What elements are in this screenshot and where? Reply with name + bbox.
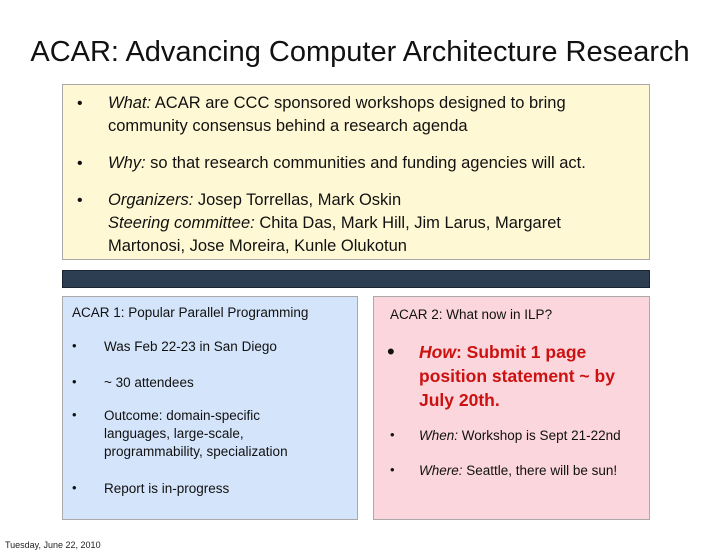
how-label: How: [419, 342, 456, 362]
footer-date: Tuesday, June 22, 2010: [5, 540, 101, 550]
acar1-box: [62, 296, 358, 520]
when-item: [419, 427, 649, 445]
acar2-heading: ACAR 2: What now in ILP?: [390, 307, 553, 322]
when-label: When:: [419, 428, 459, 443]
why-text: so that research communities and funding agencies will act.: [145, 154, 586, 172]
bullet-icon: •: [72, 480, 77, 495]
how-text: : Submit 1 page position statement ~ by July 20th.: [419, 342, 615, 410]
where-text: Seattle, there will be sun!: [462, 463, 618, 478]
when-text: Workshop is Sept 21-22nd: [458, 428, 621, 443]
bullet-icon: •: [390, 462, 395, 477]
acar1-item: Outcome: domain-specific languages, large-scale, programmability, specialization: [104, 408, 288, 459]
why-item: [77, 152, 628, 175]
bullet-icon: •: [390, 427, 395, 442]
bullet-icon: •: [77, 95, 83, 112]
acar2-box: [373, 296, 650, 520]
what-item: [77, 92, 628, 138]
bullet-icon: •: [77, 192, 83, 209]
bullet-icon: •: [72, 374, 77, 389]
slide-title: ACAR: Advancing Computer Architecture Research: [30, 36, 690, 68]
acar1-item: ~ 30 attendees: [104, 375, 194, 390]
how-item: [419, 340, 639, 412]
where-label: Where:: [419, 463, 463, 478]
bullet-icon: •: [387, 339, 395, 364]
acar1-item: Report is in-progress: [104, 481, 230, 496]
what-text: ACAR are CCC sponsored workshops designed to bring community consensus behind a research agenda: [108, 94, 566, 135]
steering-label: Steering committee:: [108, 214, 255, 232]
bullet-icon: •: [72, 407, 77, 422]
divider-bar: [62, 270, 650, 288]
overview-box: [62, 84, 650, 260]
why-label: Why:: [108, 154, 146, 172]
organizers-text: Josep Torrellas, Mark Oskin: [193, 191, 402, 209]
what-label: What:: [108, 94, 152, 112]
bullet-icon: •: [77, 155, 83, 172]
bullet-icon: •: [72, 338, 77, 353]
organizers-item: [77, 189, 628, 258]
acar1-heading: ACAR 1: Popular Parallel Programming: [72, 305, 309, 320]
where-item: [419, 462, 649, 480]
organizers-label: Organizers:: [108, 191, 194, 209]
steering-text: Chita Das, Mark Hill, Jim Larus, Margaret Martonosi, Jose Moreira, Kunle Olukotun: [108, 214, 561, 255]
acar1-item: Was Feb 22-23 in San Diego: [104, 339, 277, 354]
